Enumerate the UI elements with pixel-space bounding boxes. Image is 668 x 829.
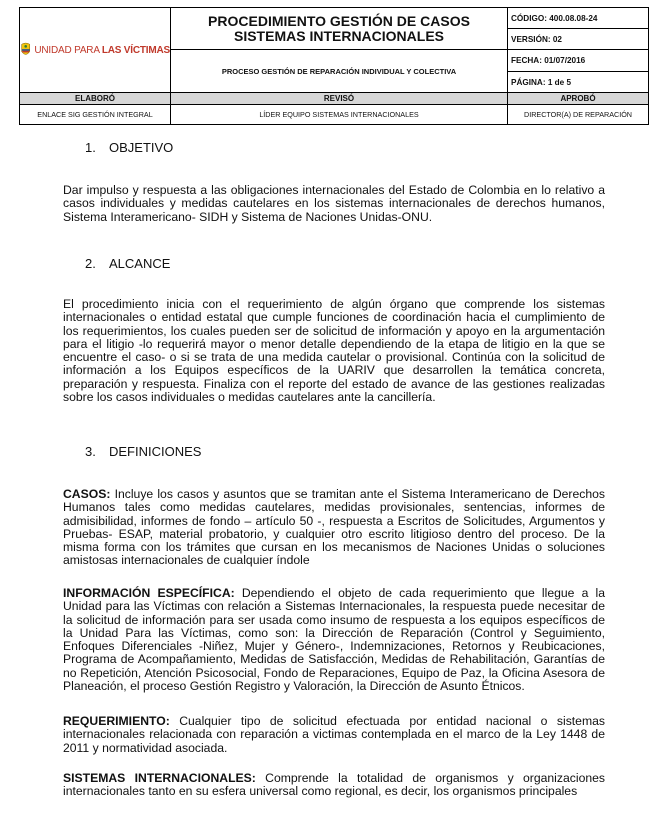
section-heading-alcance: 2. ALCANCE — [85, 256, 171, 271]
definition-term: SISTEMAS INTERNACIONALES: — [63, 771, 256, 785]
section-heading-objetivo: 1. OBJETIVO — [85, 140, 174, 155]
document-title: PROCEDIMIENTO GESTIÓN DE CASOS SISTEMAS INTERNACIONALES — [208, 12, 470, 44]
pagina-field: PÁGINA: 1 de 5 — [508, 72, 649, 93]
definition-term: CASOS: — [63, 487, 111, 501]
reviso-label: REVISÓ — [171, 93, 508, 105]
process-name: PROCESO GESTIÓN DE REPARACIÓN INDIVIDUAL Y COLECTIVA — [221, 66, 457, 76]
document-title-cell — [171, 8, 508, 50]
fecha-field: FECHA: 01/07/2016 — [508, 50, 649, 72]
codigo-field: CÓDIGO: 400.08.08-24 — [508, 8, 649, 29]
process-name-cell — [171, 50, 508, 93]
aprobo-label: APROBÓ — [508, 93, 649, 105]
logo — [20, 8, 170, 92]
document-header-table — [19, 7, 649, 125]
alcance-text: El procedimiento inicia con el requerimiento de algún órgano que comprende los sistemas internacionales o entidad estatal que cumple funciones de coordinación hacia el cumplimiento de los requerimientos, los cuales pueden ser de solicitud de información y apoyo en la argumentación para el litigio -lo requerirá mayor o menor detalle dependiendo de la etapa de litigio en la que se encuentre el caso- o si se trata de una medida cautelar o provisional. Continúa con la solicitud de información a los Equipos específicos de la UARIV que desarrollen la temática concreta, preparación y respuesta. Finaliza con el reporte del estado de avance de las gestiones realizadas sobre los casos individuales o medidas cautelares ante la cancillería. — [63, 297, 605, 405]
elaboro-label: ELABORÓ — [20, 93, 171, 105]
logo-text: UNIDAD PARA LAS VÍCTIMAS — [34, 44, 170, 56]
reviso-value: LÍDER EQUIPO SISTEMAS INTERNACIONALES — [171, 105, 508, 125]
coat-of-arms-icon — [20, 40, 31, 60]
logo-cell — [20, 8, 171, 93]
definition-casos: CASOS: Incluye los casos y asuntos que se tramitan ante el Sistema Interamericano de Derechos Humanos tales como medidas cautelares, medidas provisionales, sentencias, informes de admisibilidad, informes de fondo – artículo 50 -, respuesta a Escritos de Solicitudes, Argumentos y Pruebas- ESAP, material probatorio, y cualquier otro escrito litigioso dentro del proceso. De la misma forma con los trámites que cursan en los mecanismos de Naciones Unidas o soluciones amistosas internacionales de cualquier índole — [63, 487, 605, 568]
version-field: VERSIÓN: 02 — [508, 29, 649, 50]
aprobo-value: DIRECTOR(A) DE REPARACIÓN — [508, 105, 649, 125]
definition-requerimiento: REQUERIMIENTO: Cualquier tipo de solicitud efectuada por entidad nacional o sistemas internacionales relacionada con reparación a victimas contemplada en el marco de la Ley 1448 de 2011 y normatividad asociada. — [63, 714, 605, 755]
definition-term: INFORMACIÓN ESPECÍFICA: — [63, 586, 235, 600]
objetivo-text: Dar impulso y respuesta a las obligaciones internacionales del Estado de Colombia en lo relativo a casos individuales y medidas cautelares en los sistemas internacionales de derechos humanos, Sistema Interamericano- SIDH y Sistema de Naciones Unidas-ONU. — [63, 183, 605, 224]
elaboro-value: ENLACE SIG GESTIÓN INTEGRAL — [20, 105, 171, 125]
definition-sistemas-internacionales: SISTEMAS INTERNACIONALES: Comprende la totalidad de organismos y organizaciones internacionales tanto en su esfera universal como regional, es decir, los organismos principales — [63, 771, 605, 799]
definition-term: REQUERIMIENTO: — [63, 714, 170, 728]
definition-informacion-especifica: INFORMACIÓN ESPECÍFICA: Dependiendo el objeto de cada requerimiento que llegue a la Unidad para las Víctimas con relación a Sistemas Internacionales, la respuesta puede necesitar de la solicitud de información para ser usada como insumo de respuesta a los equipos específicos de la Unidad Para las Víctimas, como son: la Dirección de Reparación (Control y Seguimiento, Enfoques Diferenciales -Niñez, Mujer y Género-, Indemnizaciones, Retornos y Reubicaciones, Programa de Acompañamiento, Medidas de Satisfacción, Medidas de Rehabilitación, Garantías de no Repetición, Atención Psicosocial, Fondo de Reparaciones, Equipo de Paz, la Oficina Asesora de Planeación, el proceso Gestión Registro y Valoración, la Dirección de Asunto Étnicos. — [63, 586, 605, 694]
section-heading-definiciones: 3. DEFINICIONES — [85, 444, 202, 459]
